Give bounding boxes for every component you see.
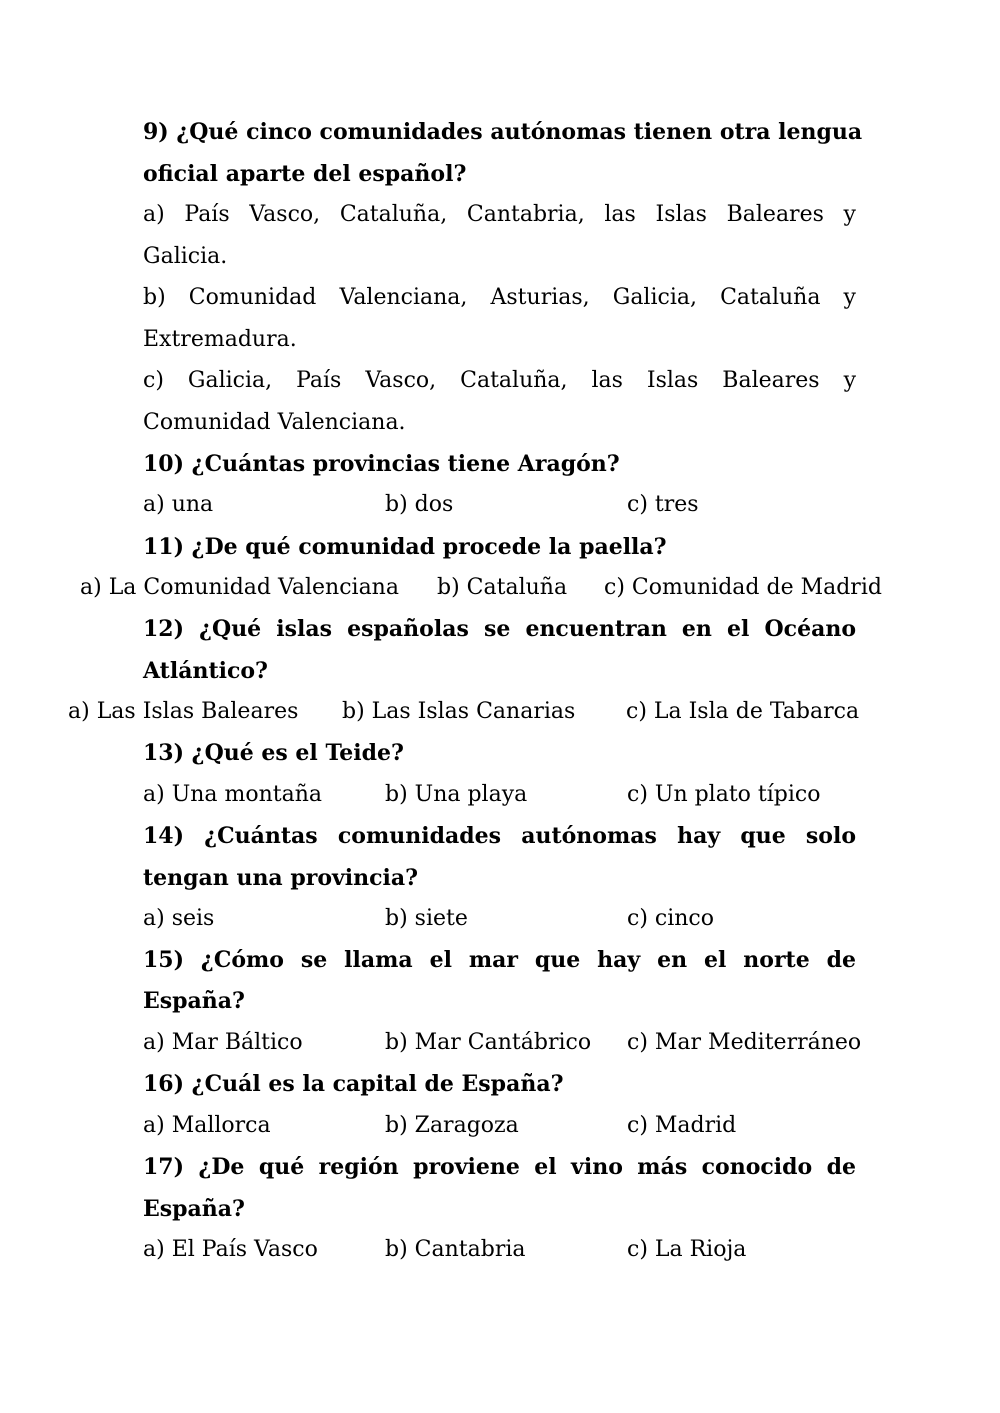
question-9-option-a-line-1: a) País Vasco, Cataluña, Cantabria, las Islas Baleares y bbox=[143, 202, 856, 227]
question-16: 16) ¿Cuál es la capital de España? bbox=[143, 1071, 564, 1097]
question-14-option-a: a) seis bbox=[143, 906, 215, 931]
question-9-option-a-line-2: Galicia. bbox=[143, 244, 228, 269]
question-11-option-a: a) La Comunidad Valenciana bbox=[80, 575, 399, 600]
question-10: 10) ¿Cuántas provincias tiene Aragón? bbox=[143, 451, 620, 477]
question-17-option-b: b) Cantabria bbox=[385, 1237, 526, 1262]
question-13-option-c: c) Un plato típico bbox=[627, 782, 821, 807]
question-11-option-b: b) Cataluña bbox=[437, 575, 568, 600]
question-15-option-c: c) Mar Mediterráneo bbox=[627, 1030, 862, 1055]
question-12-option-b: b) Las Islas Canarias bbox=[342, 699, 576, 724]
question-13: 13) ¿Qué es el Teide? bbox=[143, 740, 404, 766]
question-12-line-1: 12) ¿Qué islas españolas se encuentran en el Océano bbox=[143, 616, 856, 642]
question-9-option-c-line-2: Comunidad Valenciana. bbox=[143, 410, 406, 435]
question-12-option-c: c) La Isla de Tabarca bbox=[626, 699, 860, 724]
question-12-line-2: Atlántico? bbox=[143, 658, 268, 684]
question-16-option-c: c) Madrid bbox=[627, 1113, 737, 1138]
question-14-line-1: 14) ¿Cuántas comunidades autónomas hay que solo bbox=[143, 823, 856, 849]
question-12-option-a: a) Las Islas Baleares bbox=[68, 699, 299, 724]
question-10-option-a: a) una bbox=[143, 492, 214, 517]
question-9-option-c-line-1: c) Galicia, País Vasco, Cataluña, las Islas Baleares y bbox=[143, 368, 856, 393]
question-14-line-2: tengan una provincia? bbox=[143, 865, 419, 891]
question-14-option-b: b) siete bbox=[385, 906, 468, 931]
question-10-option-c: c) tres bbox=[627, 492, 699, 517]
question-17-option-a: a) El País Vasco bbox=[143, 1237, 318, 1262]
question-15-line-2: España? bbox=[143, 988, 245, 1014]
question-15-line-1: 15) ¿Cómo se llama el mar que hay en el norte de bbox=[143, 947, 856, 973]
question-13-option-a: a) Una montaña bbox=[143, 782, 323, 807]
question-11: 11) ¿De qué comunidad procede la paella? bbox=[143, 534, 667, 560]
question-16-option-a: a) Mallorca bbox=[143, 1113, 271, 1138]
question-15-option-b: b) Mar Cantábrico bbox=[385, 1030, 592, 1055]
question-10-option-b: b) dos bbox=[385, 492, 454, 517]
question-14-option-c: c) cinco bbox=[627, 906, 714, 931]
question-17-option-c: c) La Rioja bbox=[627, 1237, 747, 1262]
question-9-line-2: oficial aparte del español? bbox=[143, 161, 467, 187]
question-9-line-1: 9) ¿Qué cinco comunidades autónomas tienen otra lengua bbox=[143, 119, 863, 145]
question-16-option-b: b) Zaragoza bbox=[385, 1113, 519, 1138]
question-15-option-a: a) Mar Báltico bbox=[143, 1030, 303, 1055]
question-9-option-b-line-1: b) Comunidad Valenciana, Asturias, Galicia, Cataluña y bbox=[143, 285, 856, 310]
question-13-option-b: b) Una playa bbox=[385, 782, 528, 807]
question-9-option-b-line-2: Extremadura. bbox=[143, 327, 297, 352]
question-17-line-2: España? bbox=[143, 1196, 245, 1222]
question-17-line-1: 17) ¿De qué región proviene el vino más conocido de bbox=[143, 1154, 856, 1180]
question-11-option-c: c) Comunidad de Madrid bbox=[604, 575, 882, 600]
